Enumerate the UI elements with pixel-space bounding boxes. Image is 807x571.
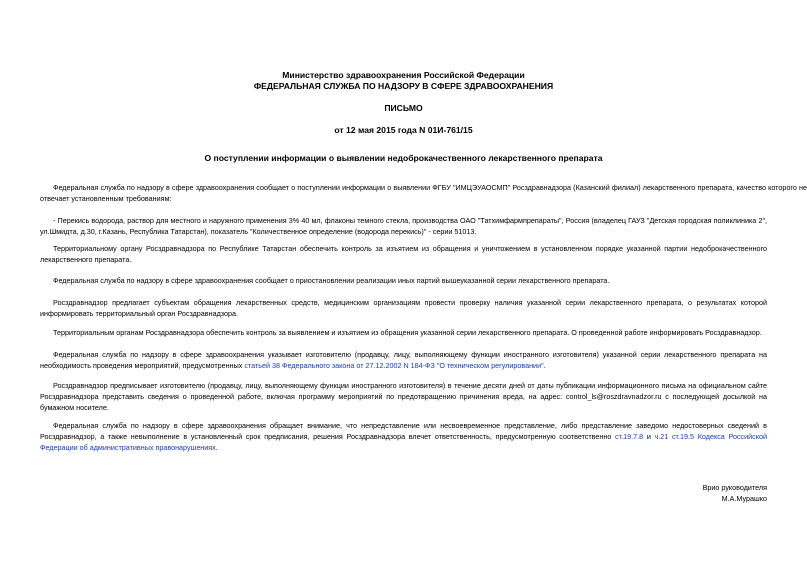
document-date-number: от 12 мая 2015 года N 01И-761/15	[334, 125, 473, 135]
paragraph-9	[40, 420, 767, 453]
federal-law-link[interactable]: статьей 38 Федерального закона от 27.12.2002 N 184-ФЗ "О техническом регулировании"	[244, 361, 544, 370]
paragraph-5: Росздравнадзор предлагает субъектам обращения лекарственных средств, медицинским организациям провести проверку наличия указанной серии лекарственного препарата, о результатах которой информировать территориальный орган Росздравнадзора.	[40, 298, 767, 318]
paragraph-2: - Перекись водорода, раствор для местного и наружного применения 3% 40 мл, флаконы темного стекла, производства ОАО "Татхимфармпрепараты", Россия (владелец ГАУЗ "Детская городская поликлиника 2", ул.Шмидта, д.30, г.Казань, Республика Татарстан), показатель "Количественное определение (водорода перекись)" - серии 51013.	[40, 216, 767, 236]
signature-position: Врио руководителя	[702, 483, 767, 492]
paragraph-9-end: .	[215, 443, 218, 452]
paragraph-4: Федеральная служба по надзору в сфере здравоохранения сообщает о приостановлении реализации иных партий вышеуказанной серии лекарственного препарата.	[53, 276, 610, 285]
article-19-7-8-link[interactable]: ст.19.7.8	[615, 432, 644, 441]
paragraph-3: Территориальному органу Росздравнадзора по Республике Татарстан обеспечить контроль за изъятием из обращения и уничтожением в установленном порядке указанной партии недоброкачественного лекарственного препарата.	[40, 244, 767, 264]
ministry-title: Министерство здравоохранения Российской Федерации	[282, 70, 525, 80]
service-title: ФЕДЕРАЛЬНАЯ СЛУЖБА ПО НАДЗОРУ В СФЕРЕ ЗДРАВООХРАНЕНИЯ	[253, 81, 554, 91]
document-subject: О поступлении информации о выявлении недоброкачественного лекарственного препарата	[204, 153, 603, 163]
document-type: ПИСЬМО	[384, 103, 423, 113]
signature-name: М.А.Мурашко	[721, 494, 767, 503]
paragraph-9-text: Федеральная служба по надзору в сфере здравоохранения обращает внимание, что непредставление или несвоевременное представление, либо представление заведомо недостоверных сведений в Росздравнадзор, а также невыполнение в установленный срок предписания, решения Росздравнадзора влечет ответственность, предусмотренную соответственно	[40, 421, 767, 441]
paragraph-9-and: и	[643, 432, 655, 441]
paragraph-1: Федеральная служба по надзору в сфере здравоохранения сообщает о поступлении информации о выявлении ФГБУ "ИМЦЭУАОСМП" Росздравнадзора (Казанский филиал) лекарственного препарата, качество которого не отвечает установленным требованиям:	[40, 183, 807, 203]
paragraph-8: Росздравнадзор предписывает изготовителю (продавцу, лицу, выполняющему функции иностранного изготовителя) в течение десяти дней от даты публикации информационного письма на официальном сайте Росздравнадзора представить сведения о проведенной работе, включая программу мероприятий по предотвращению причинения вреда, на адрес: control_ls@roszdravnadzor.ru с последующей досылкой на бумажном носителе.	[40, 381, 767, 412]
article-19-5-link[interactable]: ч.21 ст.19.5	[654, 432, 695, 441]
paragraph-7-text: Федеральная служба по надзору в сфере здравоохранения указывает изготовителю (продавцу, лицу, выполняющему функции иностранного изготовителя) указанной серии лекарственного препарата на необходимость проведения мероприятий, предусмотренных	[40, 350, 767, 370]
paragraph-7-end: .	[543, 361, 546, 370]
administrative-code-link[interactable]: Кодекса Российской Федерации об административных правонарушениях	[40, 432, 767, 452]
paragraph-7	[40, 349, 767, 371]
paragraph-6: Территориальным органам Росздравнадзора обеспечить контроль за выявлением и изъятием из обращения указанной серии лекарственного препарата. О проведенной работе информировать Росздравнадзор.	[53, 328, 762, 337]
